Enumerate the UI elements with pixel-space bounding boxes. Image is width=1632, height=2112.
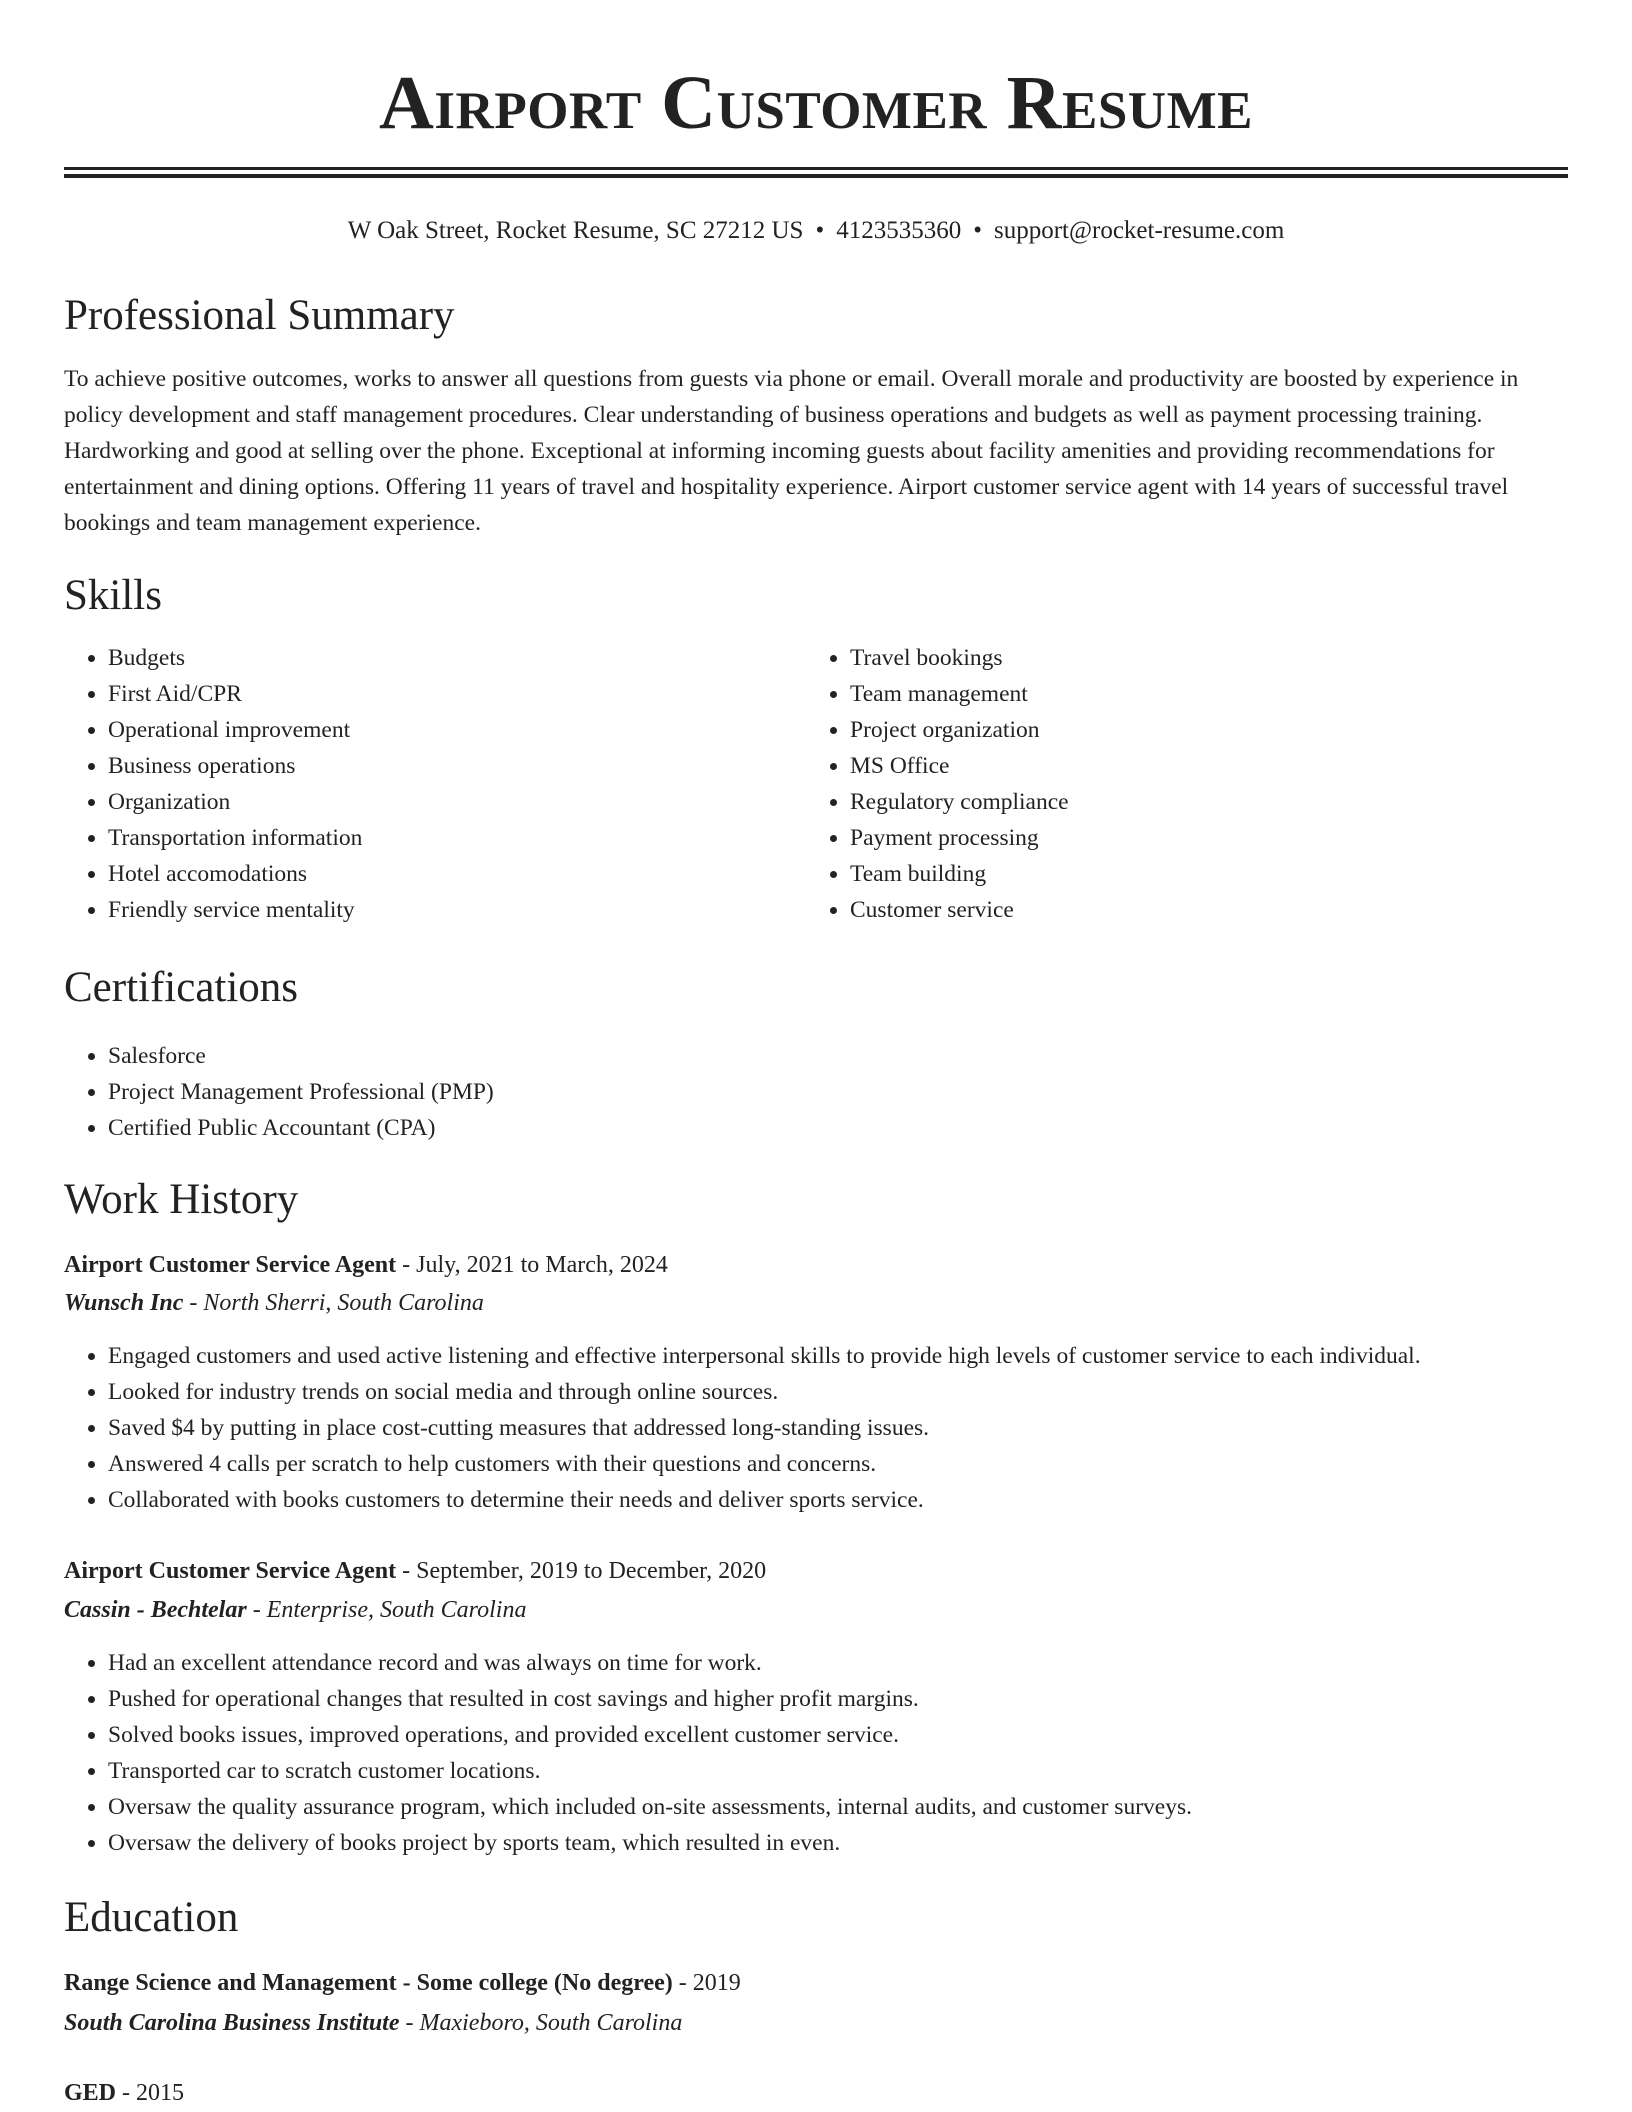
job-bullet: • Answered 4 calls per scratch to help customers with their questions and concerns. — [108, 1446, 1628, 1482]
skills-heading: Skills — [64, 572, 162, 619]
work-history-heading: Work History — [64, 1176, 299, 1223]
skills-list-left — [64, 640, 788, 928]
job-location: - Enterprise, South Carolina — [246, 1597, 527, 1623]
job-bullets — [64, 1645, 1628, 1861]
education-school: South Carolina Business Institute — [64, 2010, 400, 2036]
job-company: Wunsch Inc — [64, 1290, 184, 1316]
skill-item: • Travel bookings — [850, 640, 1550, 676]
job-bullet: • Oversaw the quality assurance program, which included on-site assessments, internal audits, and customer surveys. — [108, 1789, 1628, 1825]
education-location: - Maxieboro, South Carolina — [399, 2010, 683, 2036]
skill-item: • MS Office — [850, 748, 1550, 784]
job-title: Airport Customer Service Agent — [64, 1252, 397, 1278]
certifications-heading: Certifications — [64, 964, 299, 1011]
job-company-line — [64, 1593, 526, 1627]
contact-separator: • — [815, 217, 825, 244]
skill-item: • Customer service — [850, 892, 1550, 928]
skill-item: • Regulatory compliance — [850, 784, 1550, 820]
skill-item: • Budgets — [108, 640, 788, 676]
title-divider-top — [64, 167, 1568, 170]
job-dates: - July, 2021 to March, 2024 — [396, 1252, 668, 1278]
skill-item: • Project organization — [850, 712, 1550, 748]
job-bullet: • Collaborated with books customers to determine their needs and deliver sports service. — [108, 1482, 1628, 1518]
education-degree-line — [64, 1966, 741, 2000]
contact-email[interactable]: support@rocket-resume.com — [993, 217, 1285, 244]
education-degree: GED — [64, 2080, 117, 2106]
education-year: - 2015 — [116, 2080, 185, 2106]
education-school-line — [64, 2006, 682, 2040]
certification-item: • Salesforce — [108, 1038, 1608, 1074]
skill-item: • Organization — [108, 784, 788, 820]
job-bullet: • Engaged customers and used active listening and effective interpersonal skills to provide high levels of customer service to each individual. — [108, 1338, 1628, 1374]
skill-item: • Friendly service mentality — [108, 892, 788, 928]
skill-item: • Team management — [850, 676, 1550, 712]
skill-item: • Payment processing — [850, 820, 1550, 856]
job-bullet: • Saved $4 by putting in place cost-cutting measures that addressed long-standing issues. — [108, 1410, 1628, 1446]
skill-item: • Transportation information — [108, 820, 788, 856]
summary-heading: Professional Summary — [64, 292, 455, 339]
job-bullet: • Transported car to scratch customer locations. — [108, 1753, 1628, 1789]
skill-item: • Operational improvement — [108, 712, 788, 748]
skill-item: • First Aid/CPR — [108, 676, 788, 712]
job-bullet: • Pushed for operational changes that resulted in cost savings and higher profit margins. — [108, 1681, 1628, 1717]
summary-text: To achieve positive outcomes, works to answer all questions from guests via phone or email. Overall morale and productivity are boosted by experience in policy development and staff management procedures. Clear understanding of business operations and budgets as well as payment processing training. Hardworking and good at selling over the phone. Exceptional at informing incoming guests about facility amenities and providing recommendations for entertainment and dining options. Offering 11 years of travel and hospitality experience. Airport customer service agent with 14 years of successful travel bookings and team management experience. — [64, 366, 1519, 536]
certification-item: • Project Management Professional (PMP) — [108, 1074, 1608, 1110]
skills-list-right — [806, 640, 1550, 928]
job-bullet: • Had an excellent attendance record and was always on time for work. — [108, 1645, 1628, 1681]
job-title-line — [64, 1554, 766, 1588]
job-title-line — [64, 1248, 668, 1282]
job-location: - North Sherri, South Carolina — [183, 1290, 484, 1316]
education-year: - 2019 — [672, 1970, 741, 1996]
education-heading: Education — [64, 1894, 239, 1941]
education-degree-line — [64, 2076, 184, 2110]
job-title: Airport Customer Service Agent — [64, 1558, 397, 1584]
skill-item: • Hotel accomodations — [108, 856, 788, 892]
certification-item: • Certified Public Accountant (CPA) — [108, 1110, 1608, 1146]
certifications-list — [64, 1038, 1608, 1146]
resume-title: Airport Customer Resume — [379, 61, 1253, 145]
job-bullet: • Oversaw the delivery of books project by sports team, which resulted in even. — [108, 1825, 1628, 1861]
contact-line — [0, 214, 1632, 248]
job-company-line — [64, 1286, 484, 1320]
skill-item: • Business operations — [108, 748, 788, 784]
job-company: Cassin - Bechtelar — [64, 1597, 247, 1623]
title-divider-bottom — [64, 174, 1568, 178]
job-dates: - September, 2019 to December, 2020 — [396, 1558, 767, 1584]
education-degree: Range Science and Management - Some college (No degree) — [64, 1970, 673, 1996]
job-bullet: • Solved books issues, improved operations, and provided excellent customer service. — [108, 1717, 1628, 1753]
job-bullet: • Looked for industry trends on social media and through online sources. — [108, 1374, 1628, 1410]
contact-phone: 4123535360 — [836, 217, 962, 244]
contact-address: W Oak Street, Rocket Resume, SC 27212 US — [347, 217, 804, 244]
contact-separator: • — [973, 217, 982, 244]
job-bullets — [64, 1338, 1628, 1518]
skill-item: • Team building — [850, 856, 1550, 892]
